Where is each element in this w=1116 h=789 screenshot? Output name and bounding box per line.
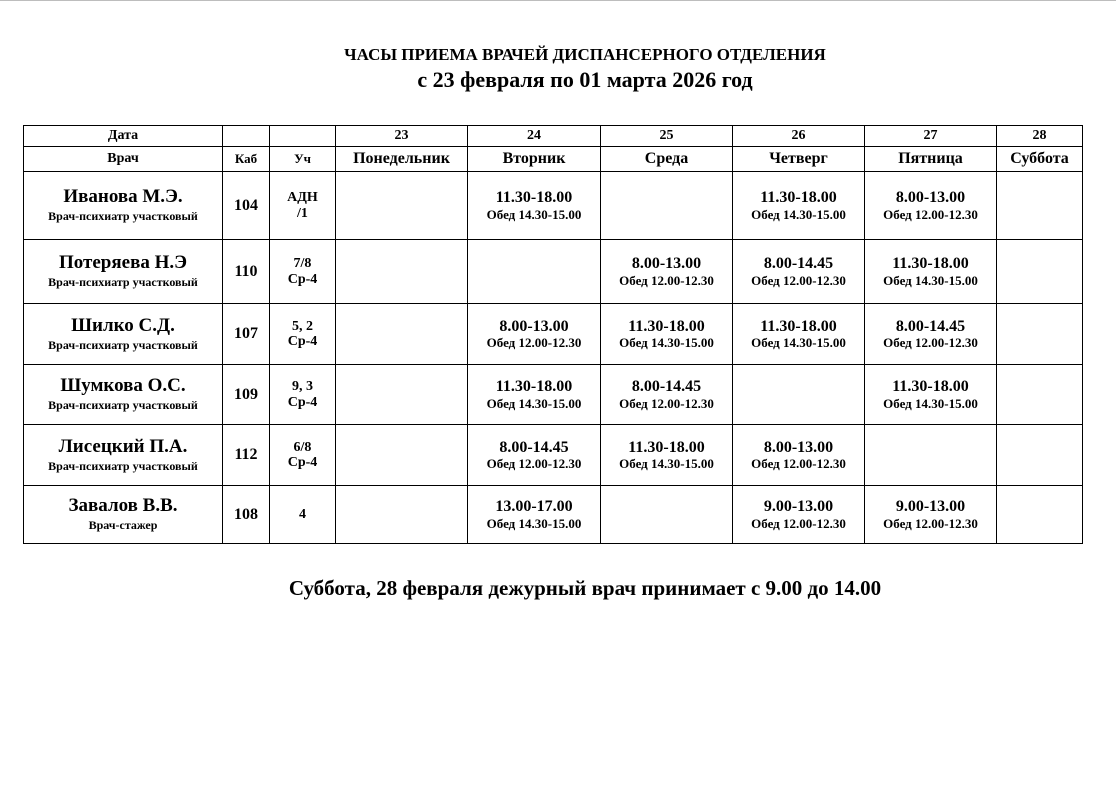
schedule-cell (997, 240, 1083, 304)
schedule-cell (733, 172, 865, 240)
schedule-cell (468, 425, 601, 486)
schedule-cell (865, 425, 997, 486)
lunch-break: Обед 14.30-15.00 (486, 206, 582, 222)
uch-value: 5, 2 (292, 318, 313, 334)
reception-hours: 11.30-18.00 (628, 438, 705, 456)
reception-hours: 8.00-14.45 (895, 317, 966, 335)
schedule-cell (336, 365, 468, 425)
doctor-row (24, 486, 1083, 544)
lunch-break: Обед 12.00-12.30 (619, 272, 714, 288)
doctor-role: Врач-психиатр участковый (48, 337, 198, 352)
day-saturday: Суббота (997, 147, 1083, 172)
schedule-cell (997, 365, 1083, 425)
schedule-cell (865, 172, 997, 240)
doctor-role: Врач-психиатр участковый (48, 275, 198, 290)
reception-hours: 8.00-13.00 (499, 317, 569, 335)
schedule-cell (601, 365, 733, 425)
doctor-role: Врач-психиатр участковый (48, 209, 198, 224)
schedule-cell (468, 304, 601, 365)
reception-hours: 11.30-18.00 (892, 255, 969, 273)
doctor-cell (24, 304, 223, 365)
doctor-role: Врач-стажер (88, 518, 158, 533)
kab-number: 108 (223, 486, 270, 544)
reception-hours: 8.00-13.00 (631, 255, 702, 273)
reception-hours: 11.30-18.00 (495, 378, 573, 396)
date-27: 27 (865, 126, 997, 147)
reception-hours: 11.30-18.00 (628, 317, 705, 335)
uch-value: /1 (297, 205, 308, 221)
uch-cell (270, 172, 336, 240)
schedule-cell (336, 486, 468, 544)
schedule-cell (865, 304, 997, 365)
reception-hours: 8.00-14.45 (763, 255, 834, 273)
uch-cell (270, 240, 336, 304)
uch-value: 6/8 (293, 439, 312, 455)
doctor-name: Лисецкий П.А. (58, 435, 188, 457)
schedule-cell (601, 172, 733, 240)
doctor-role: Врач-психиатр участковый (48, 398, 198, 413)
uch-cell (270, 365, 336, 425)
day-friday: Пятница (865, 147, 997, 172)
schedule-cell (733, 304, 865, 365)
lunch-break: Обед 12.00-12.30 (751, 456, 846, 472)
doctor-name: Иванова М.Э. (63, 186, 183, 208)
schedule-cell (336, 304, 468, 365)
lunch-break: Обед 12.00-12.30 (883, 515, 978, 531)
lunch-break: Обед 14.30-15.00 (486, 515, 582, 531)
schedule-cell (733, 425, 865, 486)
lunch-break: Обед 12.00-12.30 (883, 206, 978, 222)
uch-value: Ср-4 (287, 455, 318, 470)
lunch-break: Обед 14.30-15.00 (619, 456, 714, 472)
doctor-row (24, 304, 1083, 365)
uch-value: 9, 3 (292, 379, 313, 395)
uch-value: Ср-4 (287, 334, 318, 349)
schedule-cell (336, 425, 468, 486)
reception-hours: 8.00-14.45 (499, 438, 569, 456)
lunch-break: Обед 14.30-15.00 (619, 335, 714, 351)
date-26: 26 (733, 126, 865, 147)
schedule-cell (997, 172, 1083, 240)
reception-hours: 8.00-13.00 (895, 189, 966, 207)
lunch-break: Обед 12.00-12.30 (751, 515, 846, 531)
uch-column-header: Уч (270, 147, 336, 172)
lunch-break: Обед 12.00-12.30 (486, 335, 582, 351)
doctor-cell (24, 365, 223, 425)
lunch-break: Обед 14.30-15.00 (883, 395, 978, 411)
kab-number: 109 (223, 365, 270, 425)
uch-value: Ср-4 (287, 394, 318, 410)
reception-hours: 13.00-17.00 (495, 498, 573, 516)
kab-number: 110 (223, 240, 270, 304)
page-title: ЧАСЫ ПРИЕМА ВРАЧЕЙ ДИСПАНСЕРНОГО ОТДЕЛЕНИЯ (344, 45, 826, 64)
lunch-break: Обед 12.00-12.30 (486, 456, 582, 472)
uch-cell (270, 425, 336, 486)
uch-cell (270, 486, 336, 544)
schedule-cell (336, 172, 468, 240)
schedule-cell (468, 240, 601, 304)
schedule-cell (865, 486, 997, 544)
date-label: Дата (24, 126, 223, 147)
date-24: 24 (468, 126, 601, 147)
day-wednesday: Среда (601, 147, 733, 172)
kab-number: 112 (223, 425, 270, 486)
uch-cell (270, 304, 336, 365)
day-monday: Понедельник (336, 147, 468, 172)
reception-hours: 9.00-13.00 (895, 498, 966, 516)
doctor-name: Завалов В.В. (68, 495, 178, 517)
page-subtitle: с 23 февраля по 01 марта 2026 год (417, 67, 753, 92)
schedule-cell (733, 486, 865, 544)
reception-hours: 11.30-18.00 (495, 189, 573, 207)
lunch-break: Обед 12.00-12.30 (619, 395, 714, 411)
date-row (24, 126, 1083, 147)
doctor-name: Шилко С.Д. (71, 314, 175, 336)
lunch-break: Обед 14.30-15.00 (883, 272, 978, 288)
schedule-cell (601, 425, 733, 486)
lunch-break: Обед 14.30-15.00 (486, 395, 582, 411)
uch-value: 7/8 (293, 256, 312, 272)
date-row-empty-kab (223, 126, 270, 147)
day-header-row (24, 147, 1083, 172)
schedule-cell (468, 365, 601, 425)
schedule-table (23, 125, 1083, 544)
reception-hours: 8.00-13.00 (763, 438, 834, 456)
lunch-break: Обед 12.00-12.30 (751, 272, 846, 288)
uch-value: 4 (299, 506, 306, 522)
date-25: 25 (601, 126, 733, 147)
lunch-break: Обед 14.30-15.00 (751, 335, 846, 351)
uch-value: АДН (287, 190, 318, 206)
reception-hours: 9.00-13.00 (763, 498, 834, 516)
date-23: 23 (336, 126, 468, 147)
schedule-cell (336, 240, 468, 304)
schedule-cell (865, 365, 997, 425)
schedule-cell (997, 425, 1083, 486)
kab-number: 104 (223, 172, 270, 240)
doctor-row (24, 365, 1083, 425)
schedule-cell (601, 304, 733, 365)
top-border-line (0, 0, 1116, 1)
doctor-role: Врач-психиатр участковый (48, 458, 198, 473)
schedule-cell (997, 304, 1083, 365)
day-tuesday: Вторник (468, 147, 601, 172)
duty-doctor-note: Суббота, 28 февраля дежурный врач принимает с 9.00 до 14.00 (288, 576, 882, 600)
doctor-name: Потеряева Н.Э (59, 252, 187, 274)
lunch-break: Обед 12.00-12.30 (883, 335, 978, 351)
doctor-cell (24, 240, 223, 304)
schedule-cell (468, 486, 601, 544)
kab-column-header: Каб (223, 147, 270, 172)
doctor-row (24, 425, 1083, 486)
doctor-cell (24, 486, 223, 544)
schedule-cell (997, 486, 1083, 544)
date-row-empty-uch (270, 126, 336, 147)
schedule-cell (468, 172, 601, 240)
reception-hours: 11.30-18.00 (892, 378, 969, 396)
date-28: 28 (997, 126, 1083, 147)
uch-value: Ср-4 (287, 271, 318, 287)
doctor-row (24, 240, 1083, 304)
doctor-cell (24, 425, 223, 486)
schedule-cell (733, 240, 865, 304)
day-thursday: Четверг (733, 147, 865, 172)
reception-hours: 11.30-18.00 (760, 317, 837, 335)
schedule-cell (733, 365, 865, 425)
doctor-name: Шумкова О.С. (60, 375, 186, 397)
schedule-cell (865, 240, 997, 304)
doctor-cell (24, 172, 223, 240)
doctor-row (24, 172, 1083, 240)
reception-hours: 11.30-18.00 (760, 189, 837, 207)
kab-number: 107 (223, 304, 270, 365)
reception-hours: 8.00-14.45 (631, 378, 702, 396)
doctor-column-header: Врач (24, 147, 223, 172)
schedule-cell (601, 240, 733, 304)
schedule-cell (601, 486, 733, 544)
lunch-break: Обед 14.30-15.00 (751, 206, 846, 222)
